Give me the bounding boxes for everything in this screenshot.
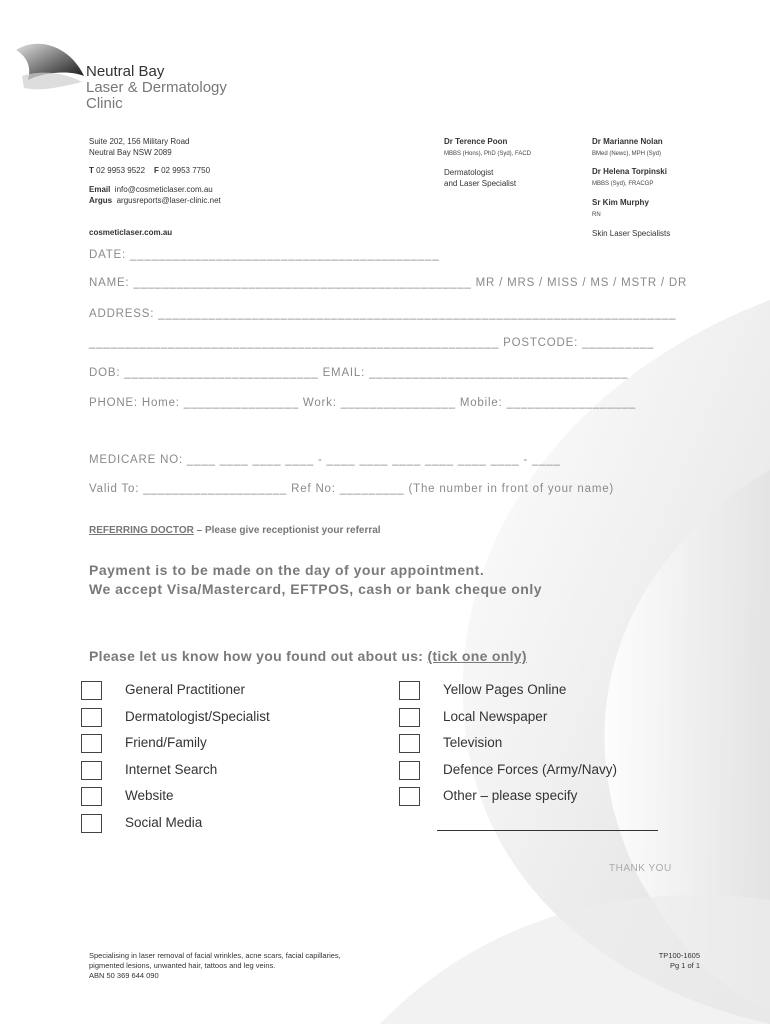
fax-value: 02 9953 7750 [161, 166, 211, 175]
argus-label: Argus [89, 196, 113, 205]
payment-notice [89, 561, 542, 599]
date-field[interactable]: DATE: ___________________________________________ [89, 249, 440, 261]
address-line-2: Neutral Bay NSW 2089 [89, 148, 172, 157]
doctor-poon-role-line-1: Dermatologist [444, 168, 494, 177]
address-postcode-field[interactable]: _________________________________________________________ POSTCODE: __________ [89, 337, 655, 349]
logo-line-3: Clinic [86, 95, 123, 112]
phone-field[interactable]: PHONE: Home: ________________ Work: ________________ Mobile: __________________ [89, 397, 637, 409]
phone-value: 02 9953 9522 [96, 166, 146, 175]
doctor-torpinski-quals: MBBS (Syd), FRACGP [592, 181, 654, 187]
phone-fax-line [89, 165, 210, 176]
clinic-address [89, 136, 190, 158]
logo-leaf-icon [14, 36, 86, 96]
doctor-poon-role [444, 167, 516, 189]
option-other: Other – please specify [443, 788, 578, 803]
dob-email-field[interactable]: DOB: ___________________________ EMAIL: ____________________________________ [89, 367, 629, 379]
referring-doctor-note [89, 525, 381, 536]
option-website: Website [125, 788, 174, 803]
checkbox-general-practitioner[interactable] [81, 681, 102, 700]
nurse-murphy-quals: RN [592, 212, 601, 218]
nurse-murphy-name: Sr Kim Murphy [592, 198, 649, 207]
footer-line-2: pigmented lesions, unwanted hair, tattoos and leg veins. [89, 961, 276, 970]
logo-line-2: Laser & Dermatology [86, 79, 227, 96]
email-block [89, 184, 221, 206]
option-internet-search: Internet Search [125, 762, 218, 777]
referring-doctor-label: REFERRING DOCTOR [89, 525, 194, 536]
how-found-heading [89, 648, 527, 664]
option-general-practitioner: General Practitioner [125, 682, 246, 697]
address-line-1: Suite 202, 156 Military Road [89, 137, 190, 146]
valid-ref-field[interactable]: Valid To: ____________________ Ref No: _________ (The number in front of your name) [89, 483, 615, 495]
payment-line-1: Payment is to be made on the day of your appointment. [89, 562, 485, 578]
email-label: Email [89, 185, 111, 194]
checkbox-defence-forces[interactable] [399, 761, 420, 780]
checkbox-dermatologist[interactable] [81, 708, 102, 727]
doctor-poon-role-line-2: and Laser Specialist [444, 179, 517, 188]
phone-label: T [89, 166, 94, 175]
footer-abn: ABN 50 369 644 090 [89, 971, 159, 980]
logo-line-1: Neutral Bay [86, 63, 165, 80]
argus-value[interactable]: argusreports@laser-clinic.net [116, 196, 221, 205]
option-friend-family: Friend/Family [125, 735, 207, 750]
checkbox-other[interactable] [399, 787, 420, 806]
medicare-field[interactable]: MEDICARE NO: ____ ____ ____ ____ - ____ ____ ____ ____ ____ ____ - ____ [89, 454, 561, 466]
doctor-poon-quals: MBBS (Hons), PhD (Syd), FACD [444, 151, 532, 157]
checkbox-internet-search[interactable] [81, 761, 102, 780]
checkbox-television[interactable] [399, 734, 420, 753]
thank-you-text: THANK YOU [609, 863, 672, 874]
name-field[interactable]: NAME: _______________________________________________ MR / MRS / MISS / MS / MSTR / DR [89, 277, 688, 289]
footer-document-code [600, 951, 700, 971]
checkbox-yellow-pages[interactable] [399, 681, 420, 700]
doctor-nolan-quals: BMed (Newc), MPH (Syd) [592, 151, 662, 157]
fax-label: F [153, 166, 159, 175]
checkbox-friend-family[interactable] [81, 734, 102, 753]
how-found-text: Please let us know how you found out about us: [89, 648, 428, 664]
option-defence-forces: Defence Forces (Army/Navy) [443, 762, 618, 777]
option-television: Television [443, 735, 503, 750]
footer-services [89, 951, 341, 981]
footer-line-1: Specialising in laser removal of facial wrinkles, acne scars, facial capillaries, [89, 951, 341, 960]
skin-laser-specialists-label: Skin Laser Specialists [592, 229, 671, 238]
address-field[interactable]: ADDRESS: ________________________________________________________________________ [89, 308, 677, 320]
email-value[interactable]: info@cosmeticlaser.com.au [114, 185, 213, 194]
doctor-poon-name: Dr Terence Poon [444, 137, 508, 146]
option-dermatologist: Dermatologist/Specialist [125, 709, 270, 724]
option-local-newspaper: Local Newspaper [443, 709, 548, 724]
payment-line-2: We accept Visa/Mastercard, EFTPOS, cash or bank cheque only [89, 581, 543, 597]
option-yellow-pages: Yellow Pages Online [443, 682, 567, 697]
checkbox-social-media[interactable] [81, 814, 102, 833]
doctor-nolan-name: Dr Marianne Nolan [592, 137, 663, 146]
footer-code: TP100-1605 [658, 951, 700, 960]
website-link[interactable]: cosmeticlaser.com.au [89, 228, 173, 237]
clinic-logo-text [86, 64, 227, 112]
checkbox-local-newspaper[interactable] [399, 708, 420, 727]
referring-doctor-text: – Please give receptionist your referral [193, 525, 381, 536]
option-social-media: Social Media [125, 815, 203, 830]
doctor-torpinski-name: Dr Helena Torpinski [592, 167, 667, 176]
tick-one-only: (tick one only) [427, 648, 527, 664]
checkbox-website[interactable] [81, 787, 102, 806]
footer-page: Pg 1 of 1 [669, 961, 700, 970]
other-specify-line[interactable] [437, 830, 658, 831]
